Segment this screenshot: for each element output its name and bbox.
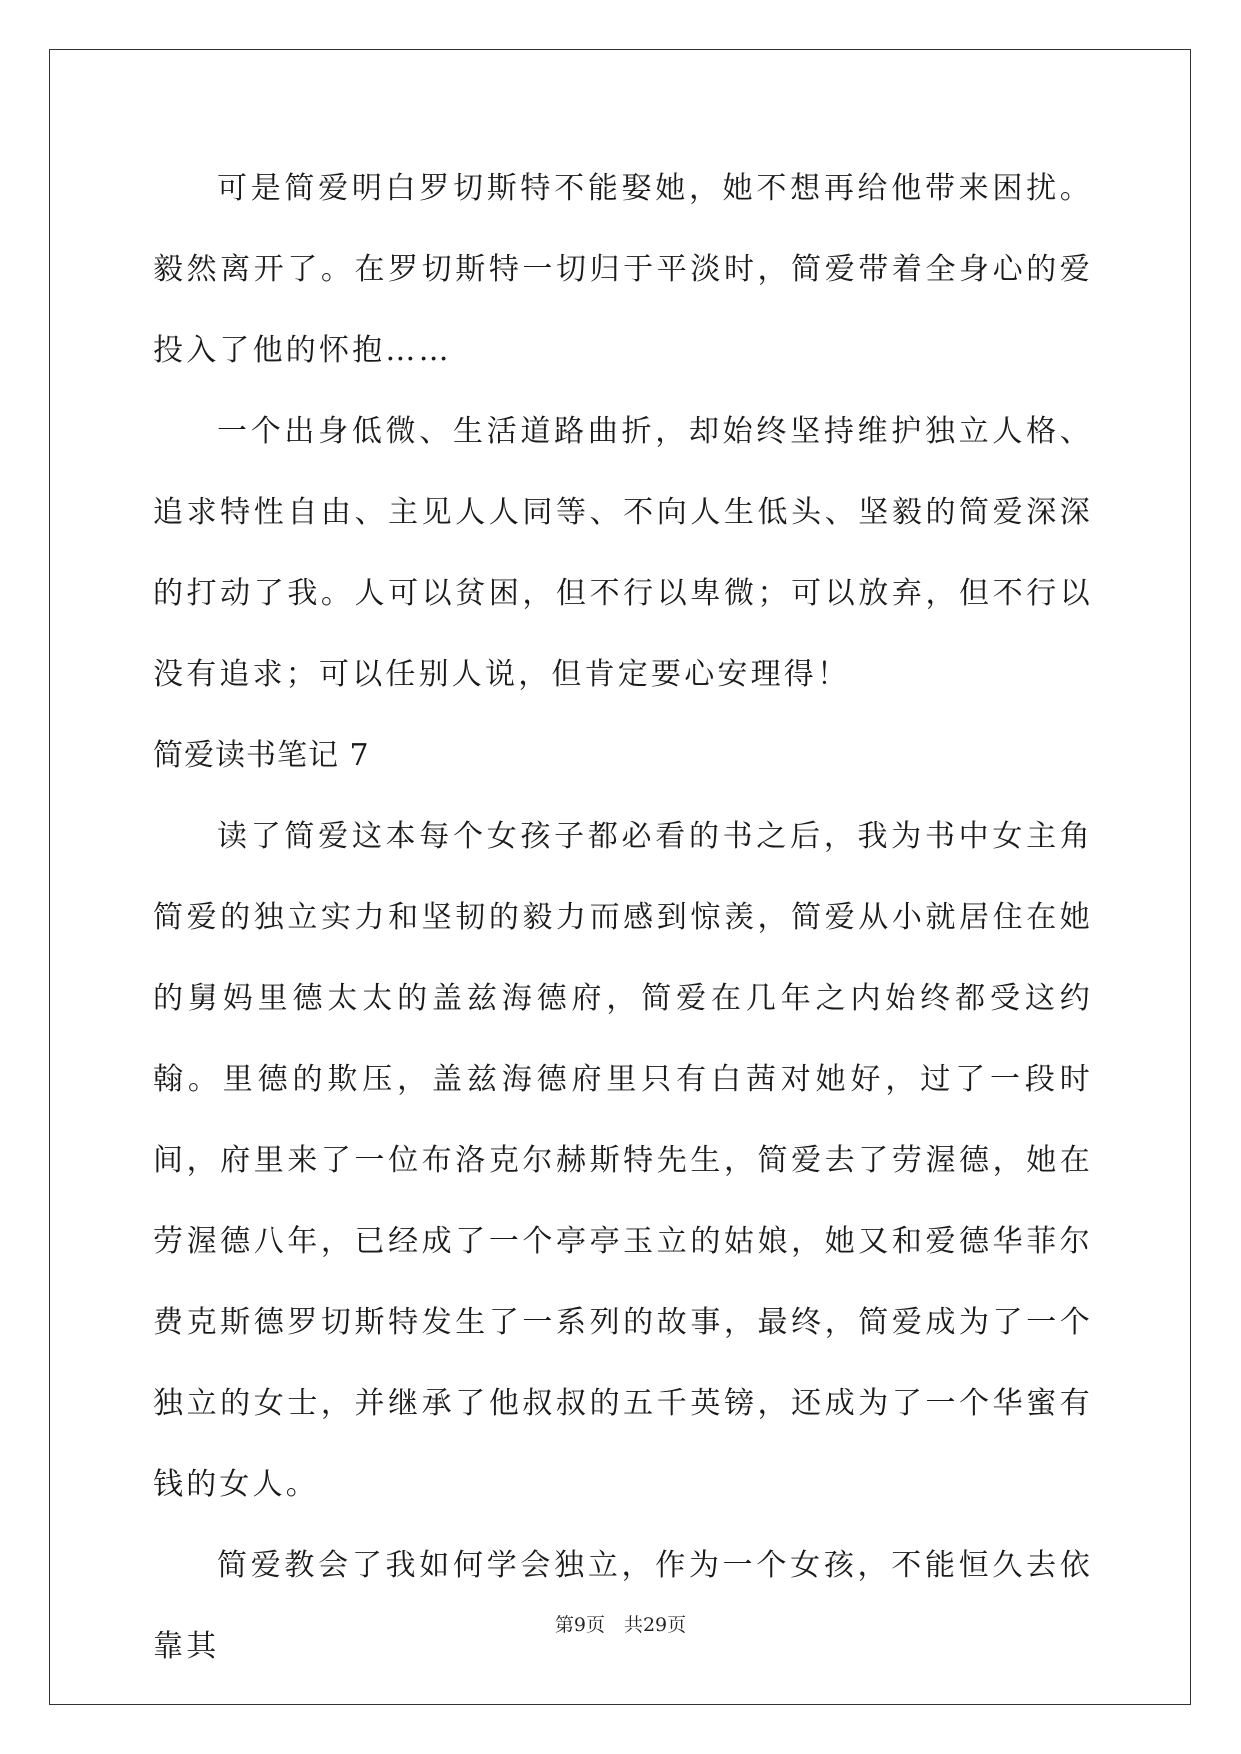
page-label-suffix: 页 <box>667 1614 687 1636</box>
paragraph: 一个出身低微、生活道路曲折，却始终坚持维护独立人格、追求特性自由、主见人人同等、不向人生低头、坚毅的简爱深深的打动了我。人可以贫困，但不行以卑微；可以放弃，但不行以没有追求；可以任别人说，但肯定要心安理得！ <box>153 414 1093 692</box>
section-heading: 简爱读书笔记 7 <box>153 738 370 773</box>
current-page-number: 9 <box>573 1614 586 1636</box>
page-label-prefix: 第 <box>554 1614 574 1636</box>
total-page-count: 29 <box>642 1614 668 1636</box>
page-footer <box>0 1610 1241 1637</box>
page-label-mid: 页 共 <box>585 1614 643 1636</box>
paragraph: 简爱教会了我如何学会独立，作为一个女孩，不能恒久去依靠其 <box>153 1548 1093 1664</box>
paragraph: 可是简爱明白罗切斯特不能娶她，她不想再给他带来困扰。毅然离开了。在罗切斯特一切归于平淡时，简爱带着全身心的爱投入了他的怀抱…… <box>153 171 1093 368</box>
paragraph: 读了简爱这本每个女孩子都必看的书之后，我为书中女主角简爱的独立实力和坚韧的毅力而感到惊羡，简爱从小就居住在她的舅妈里德太太的盖兹海德府，简爱在几年之内始终都受这约翰。里德的欺压，盖兹海德府里只有白茜对她好，过了一段时间，府里来了一位布洛克尔赫斯特先生，简爱去了劳渥德，她在劳渥德八年，已经成了一个亭亭玉立的姑娘，她又和爱德华菲尔费克斯德罗切斯特发生了一系列的故事，最终，简爱成为了一个独立的女士，并继承了他叔叔的五千英镑，还成为了一个华蜜有钱的女人。 <box>153 819 1093 1502</box>
document-body <box>153 148 1093 1687</box>
